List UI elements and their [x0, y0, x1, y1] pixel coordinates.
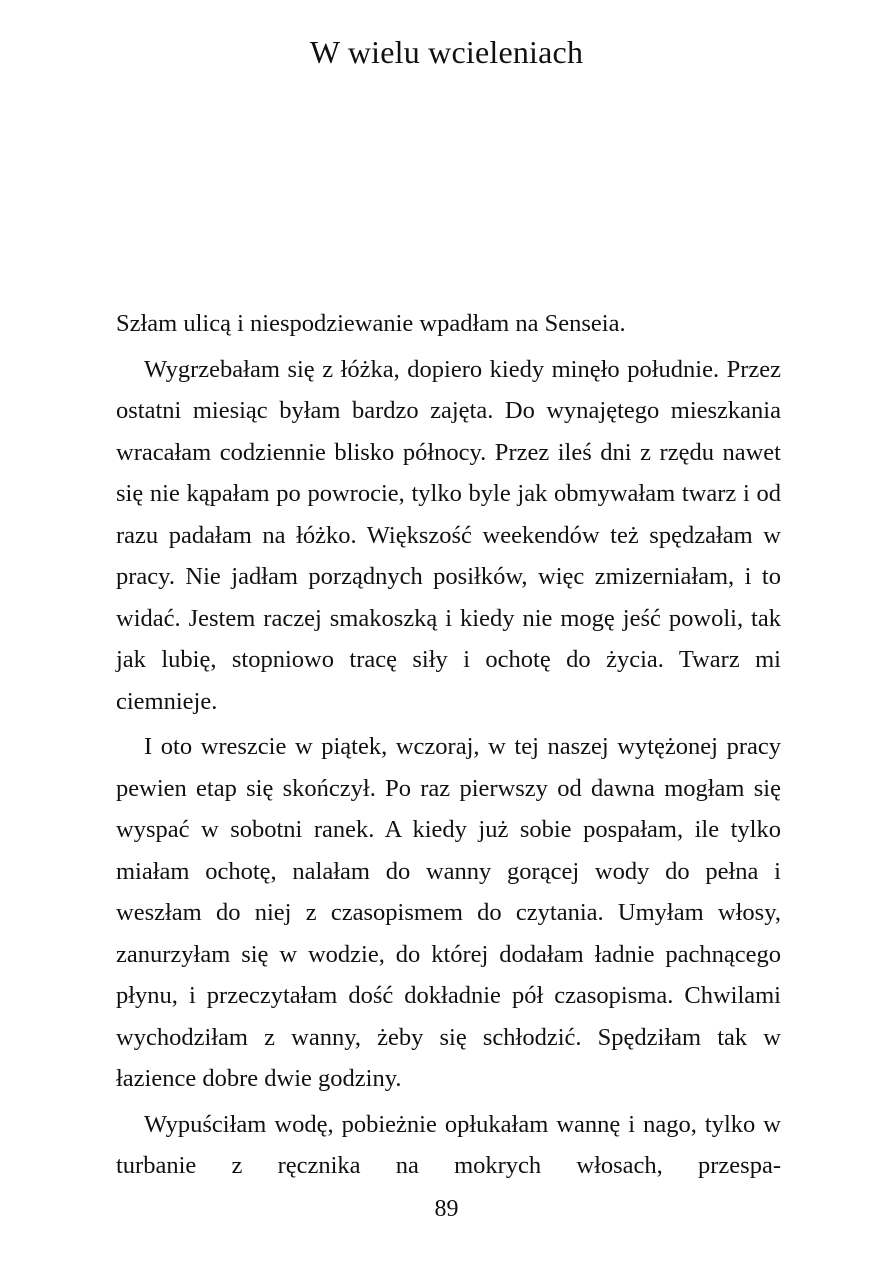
- page-number: 89: [434, 1196, 459, 1222]
- paragraph: I oto wreszcie w piątek, wczoraj, w tej naszej wytężonej pracy pewien etap się skończył. Po raz pierwszy od dawna mogłam się wyspać w sobotni ranek. A kiedy już sobie pospałam, ile tylko miałam ochotę, nalałam do wanny gorącej wody do pełna i weszłam do niej z czasopismem do czytania. Umyłam włosy, zanurzyłam się w wodzie, do której dodałam ładnie pachnącego płynu, i przeczytałam dość dokładnie pół czasopisma. Chwilami wychodziłam z wanny, żeby się schłodzić. Spędziłam tak w łazience dobre dwie godziny.: [116, 733, 781, 1092]
- paragraph: Wygrzebałam się z łóżka, dopiero kiedy minęło południe. Przez ostatni miesiąc byłam bardzo zajęta. Do wynajętego mieszkania wracałam codziennie blisko północy. Przez ileś dni z rzędu nawet się nie kąpałam po powrocie, tylko byle jak obmywałam twarz i od razu padałam na łóżko. Większość weekendów też spędzałam w pracy. Nie jadłam porządnych posiłków, więc zmizerniałam, i to widać. Jestem raczej smakoszką i kiedy nie mogę jeść powoli, tak jak lubię, stopniowo tracę siły i ochotę do życia. Twarz mi ciemnieje.: [116, 355, 781, 715]
- paragraph: Szłam ulicą i niespodziewanie wpadłam na Senseia.: [116, 310, 626, 337]
- body-text: [116, 303, 781, 1191]
- paragraph: Wypuściłam wodę, pobieżnie opłukałam wannę i nago, tylko w turbanie z ręcznika na mokrych włosach, przespa-: [116, 1110, 781, 1179]
- running-title: W wielu wcieleniach: [309, 34, 584, 70]
